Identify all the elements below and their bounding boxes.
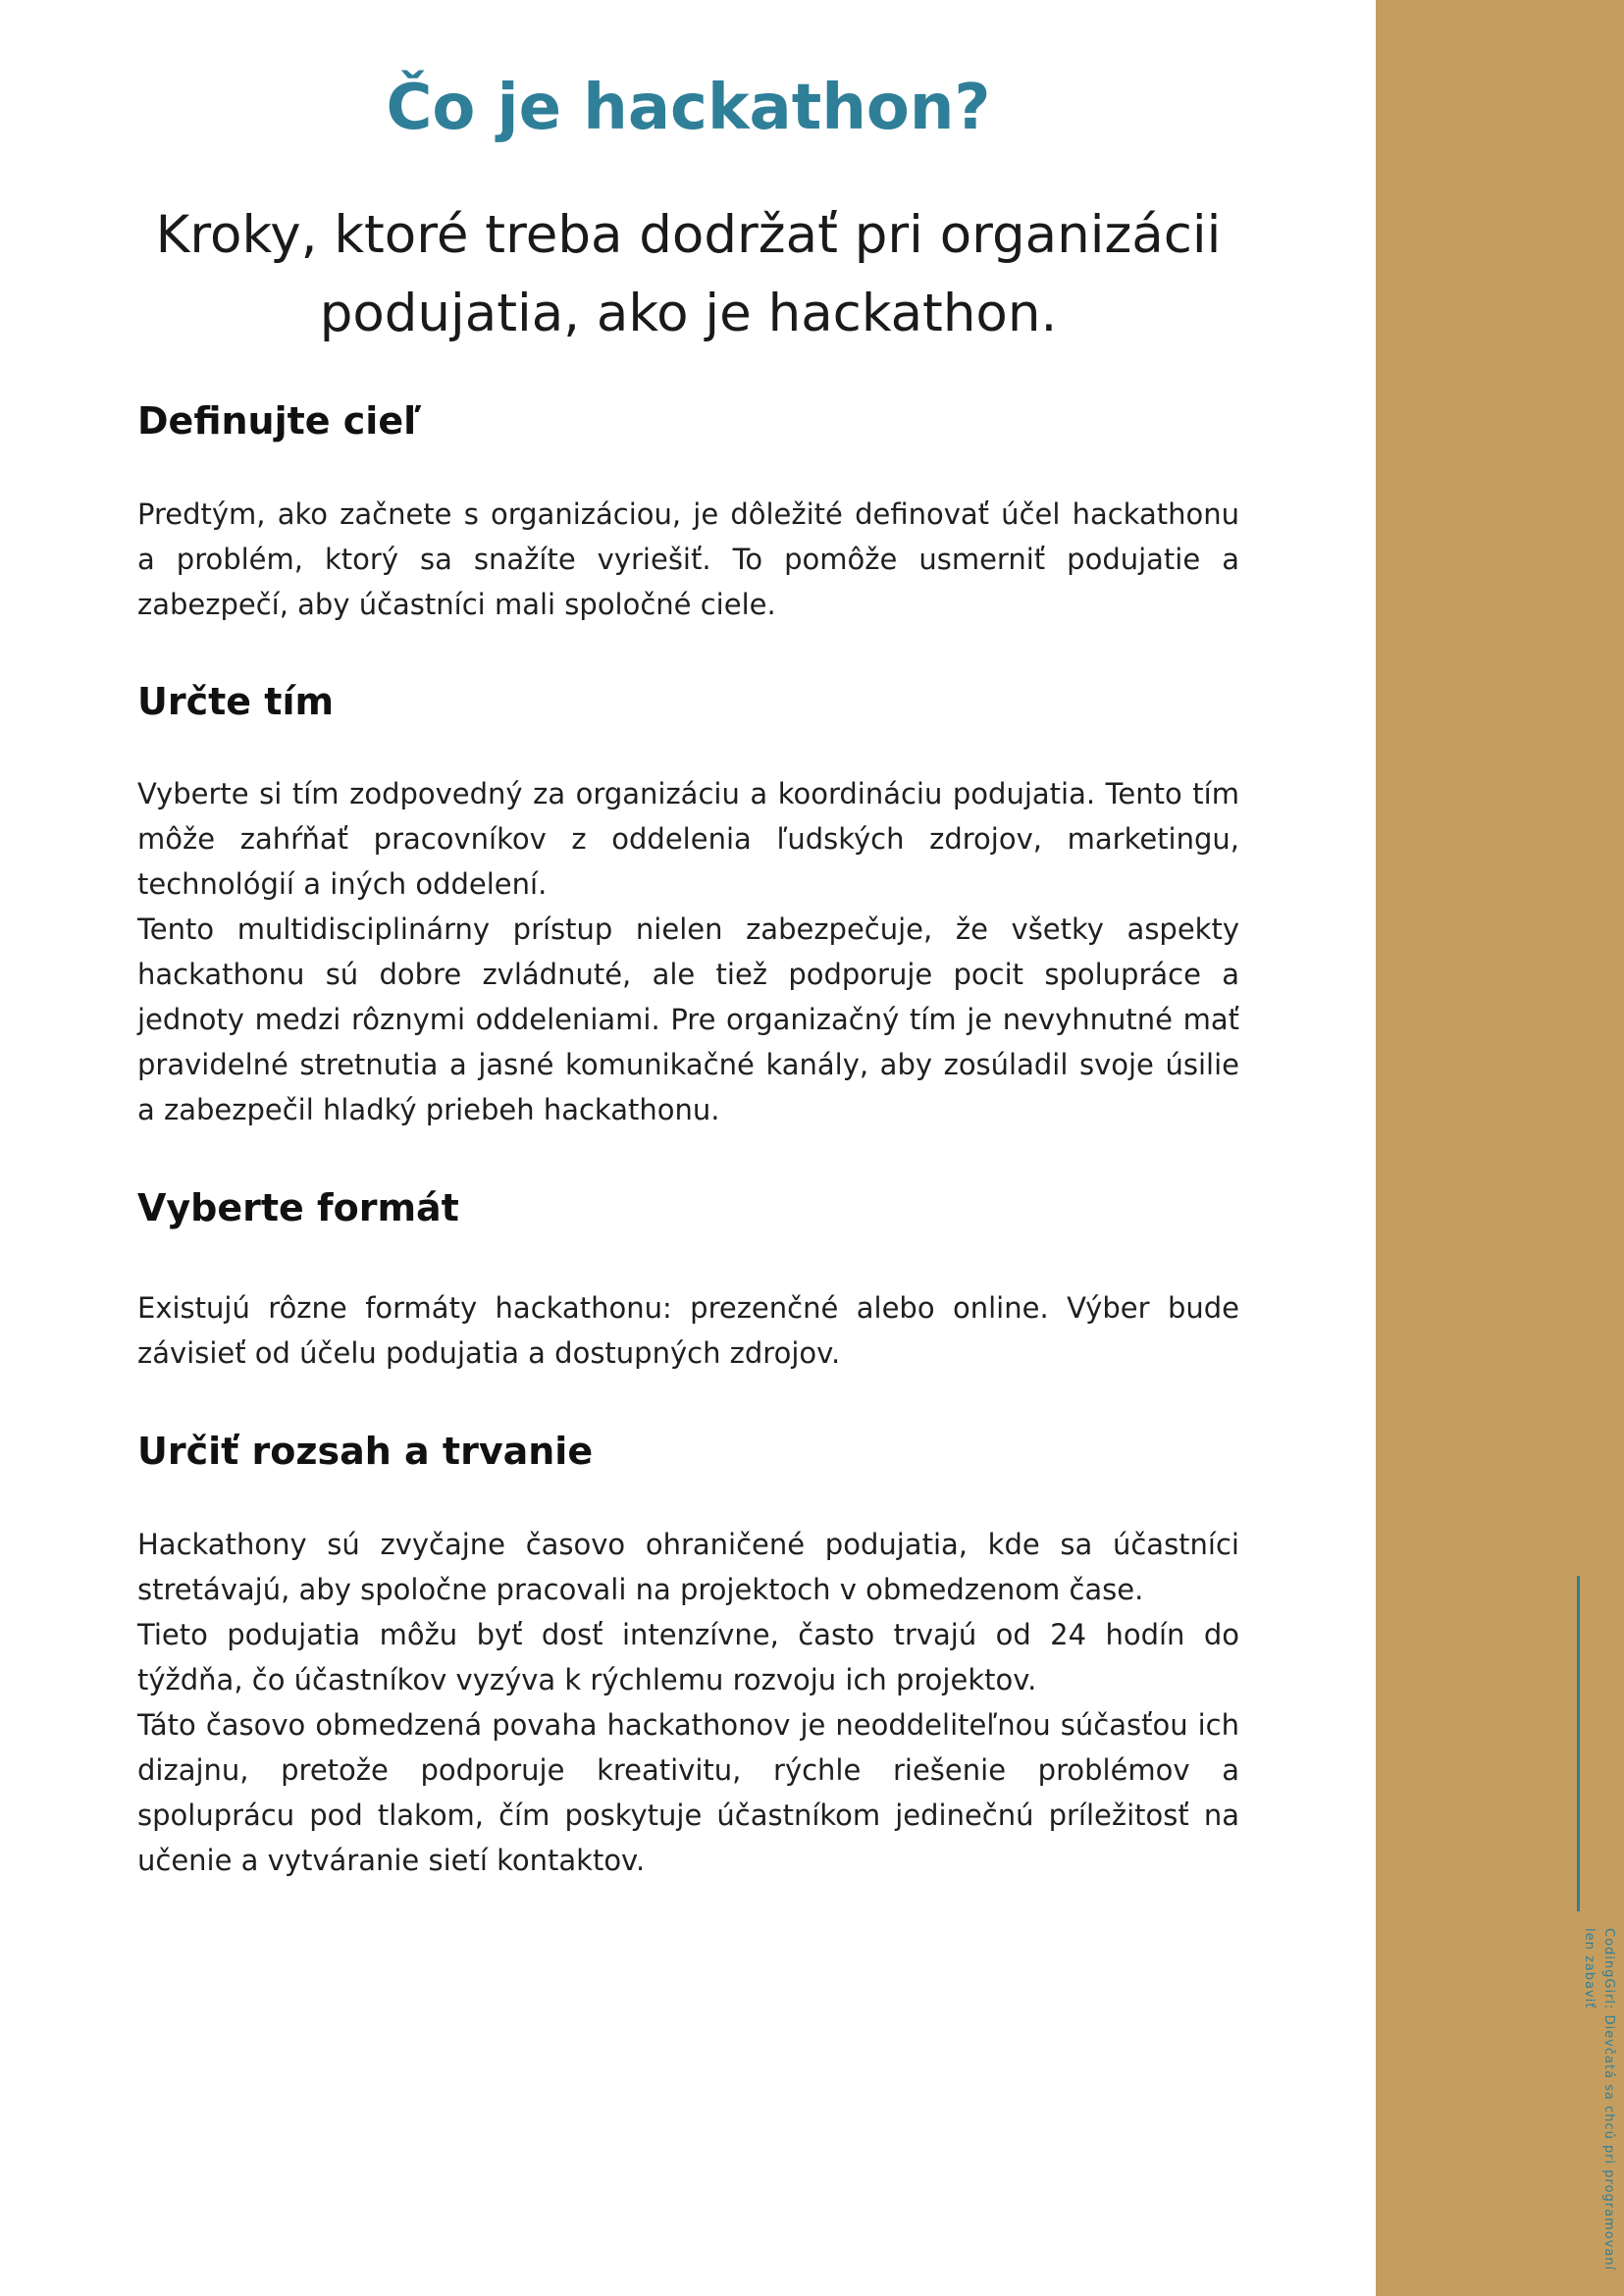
paragraph: Táto časovo obmedzená povaha hackathonov je neoddeliteľnou súčasťou ich dizajnu, pretože podporuje kreativitu, rýchle riešenie problémov a spoluprácu pod tlakom, čím poskytuje účastníkom jedinečnú príležitosť na učenie a vytváranie sietí kontaktov. [137, 1708, 1239, 1877]
subtitle-line-1: Kroky, ktoré treba dodržať pri organizácii [155, 205, 1222, 265]
section-body-scope [137, 1522, 1239, 1883]
paragraph: Predtým, ako začnete s organizáciou, je dôležité definovať účel hackathonu a problém, ktorý sa snažíte vyriešiť. To pomôže usmerniť podujatie a zabezpečí, aby účastníci mali spoločné ciele. [137, 497, 1239, 621]
page-subtitle [137, 196, 1239, 353]
section-heading-team: Určte tím [137, 680, 335, 723]
sidebar-caption [1567, 1928, 1618, 2281]
section-heading-scope: Určiť rozsah a trvanie [137, 1430, 594, 1473]
section-body-goal [137, 492, 1239, 627]
section-body-format [137, 1285, 1239, 1376]
paragraph: Existujú rôzne formáty hackathonu: prezenčné alebo online. Výber bude závisieť od účelu podujatia a dostupných zdrojov. [137, 1291, 1239, 1370]
page-title: Čo je hackathon? [386, 72, 991, 144]
section-body-team [137, 771, 1239, 1132]
paragraph: Hackathony sú zvyčajne časovo ohraničené podujatia, kde sa účastníci stretávajú, aby spoločne pracovali na projektoch v obmedzenom čase. [137, 1528, 1239, 1606]
section-heading-goal: Definujte cieľ [137, 399, 422, 443]
sidebar-accent-line [1577, 1576, 1580, 1911]
paragraph: Tento multidisciplinárny prístup nielen zabezpečuje, že všetky aspekty hackathonu sú dobre zvládnuté, ale tiež podporuje pocit spolupráce a jednoty medzi rôznymi oddeleniami. Pre organizačný tím je nevyhnutné mať pravidelné stretnutia a jasné komunikačné kanály, aby zosúladil svoje úsilie a zabezpečil hladký priebeh hackathonu. [137, 913, 1239, 1126]
sidebar-caption-line-2: len zabaviť [1582, 1928, 1597, 2009]
section-heading-format: Vyberte formát [137, 1186, 459, 1229]
paragraph: Tieto podujatia môžu byť dosť intenzívne, často trvajú od 24 hodín do týždňa, čo účastníkov vyzýva k rýchlemu rozvoju ich projektov. [137, 1618, 1239, 1696]
subtitle-line-2: podujatia, ako je hackathon. [319, 284, 1058, 343]
page-content [137, 0, 1239, 2296]
sidebar-caption-line-1: CodingGirl: Dievčatá sa chcú pri programovaní [1601, 1928, 1616, 2271]
paragraph: Vyberte si tím zodpovedný za organizáciu a koordináciu podujatia. Tento tím môže zahŕňať pracovníkov z oddelenia ľudských zdrojov, marketingu, technológií a iných oddelení. [137, 777, 1239, 901]
